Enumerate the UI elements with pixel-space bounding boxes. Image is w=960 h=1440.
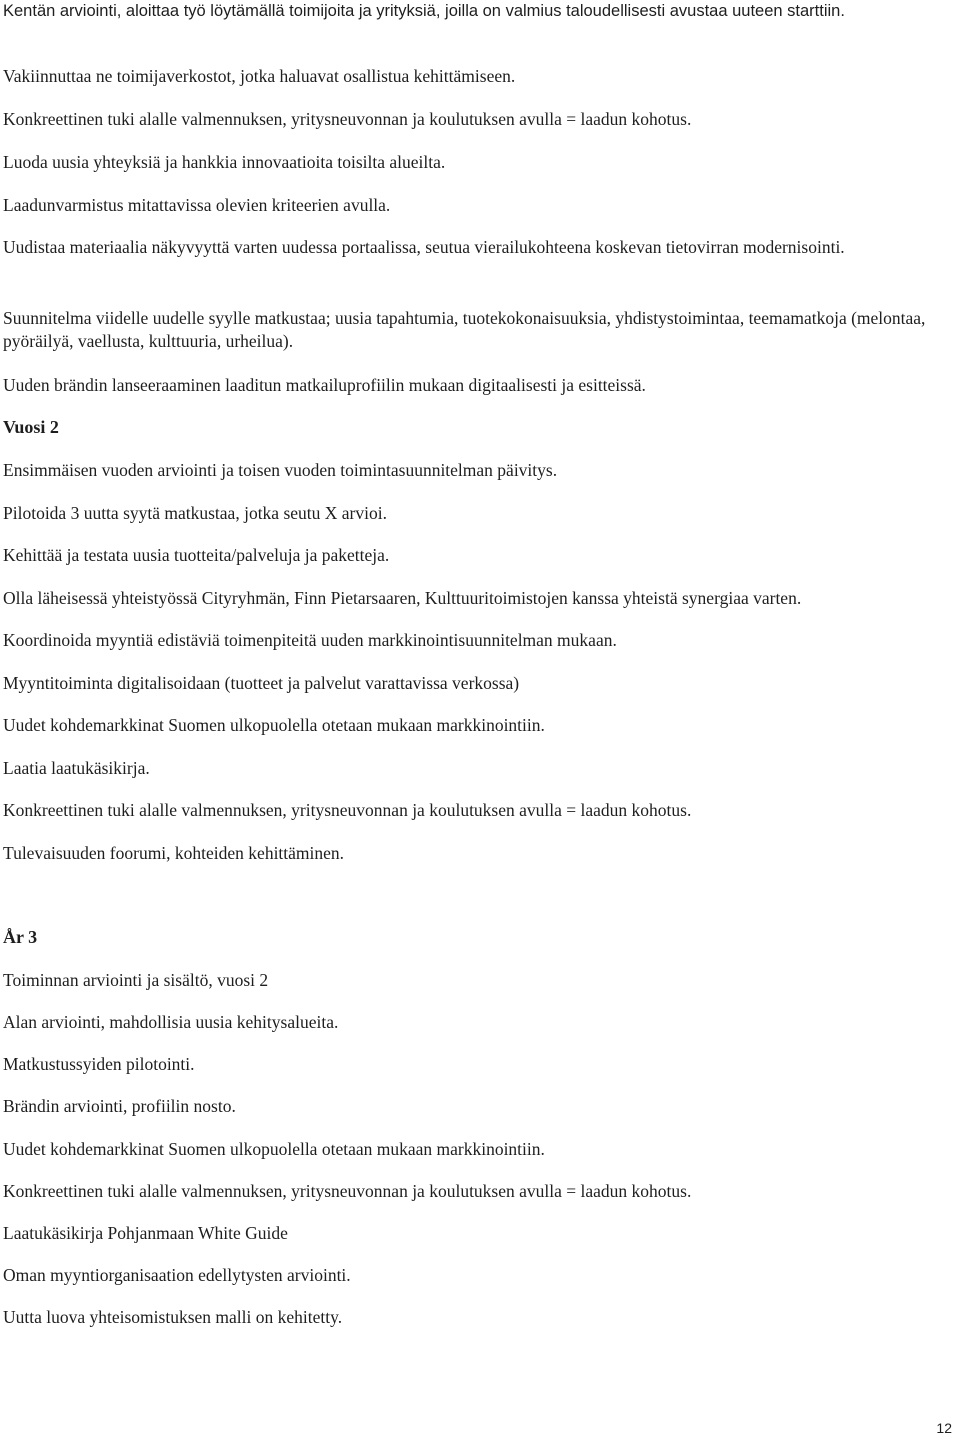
- paragraph: Konkreettinen tuki alalle valmennuksen, yritysneuvonnan ja koulutuksen avulla = laadun kohotus.: [3, 109, 692, 129]
- paragraph: Uudet kohdemarkkinat Suomen ulkopuolella otetaan mukaan markkinointiin.: [3, 1139, 545, 1159]
- paragraph: Brändin arviointi, profiilin nosto.: [3, 1096, 236, 1116]
- paragraph: Konkreettinen tuki alalle valmennuksen, yritysneuvonnan ja koulutuksen avulla = laadun kohotus.: [3, 1181, 692, 1201]
- paragraph: Oman myyntiorganisaation edellytysten arviointi.: [3, 1265, 351, 1285]
- paragraph: Ensimmäisen vuoden arviointi ja toisen vuoden toimintasuunnitelman päivitys.: [3, 460, 558, 480]
- paragraph: Luoda uusia yhteyksiä ja hankkia innovaatioita toisilta alueilta.: [3, 152, 446, 172]
- paragraph: Kehittää ja testata uusia tuotteita/palveluja ja paketteja.: [3, 545, 390, 565]
- paragraph: Laatia laatukäsikirja.: [3, 758, 150, 778]
- paragraph: Pilotoida 3 uutta syytä matkustaa, jotka seutu X arvioi.: [3, 503, 387, 523]
- paragraph: Laatukäsikirja Pohjanmaan White Guide: [3, 1223, 288, 1243]
- paragraph: Uutta luova yhteisomistuksen malli on kehitetty.: [3, 1307, 343, 1327]
- paragraph: Uudet kohdemarkkinat Suomen ulkopuolella otetaan mukaan markkinointiin.: [3, 715, 545, 735]
- paragraph: Tulevaisuuden foorumi, kohteiden kehittäminen.: [3, 843, 345, 863]
- paragraph: Alan arviointi, mahdollisia uusia kehitysalueita.: [3, 1012, 339, 1032]
- page-number: 12: [936, 1420, 952, 1436]
- section-heading-year-2: Vuosi 2: [3, 417, 59, 437]
- paragraph: Suunnitelma viidelle uudelle syylle matkustaa; uusia tapahtumia, tuotekokonaisuuksia, yhdistystoimintaa, teemamatkoja (melontaa, pyöräilyä, vaellusta, kulttuuria, urheilua).: [3, 308, 926, 351]
- paragraph: Uuden brändin lanseeraaminen laaditun matkailuprofiilin mukaan digitaalisesti ja esitteissä.: [3, 375, 646, 395]
- section-heading-year-3: År 3: [3, 927, 38, 947]
- paragraph: Laadunvarmistus mitattavissa olevien kriteerien avulla.: [3, 195, 391, 215]
- paragraph: Toiminnan arviointi ja sisältö, vuosi 2: [3, 970, 269, 990]
- paragraph: Konkreettinen tuki alalle valmennuksen, yritysneuvonnan ja koulutuksen avulla = laadun kohotus.: [3, 800, 692, 820]
- paragraph: Uudistaa materiaalia näkyvyyttä varten uudessa portaalissa, seutua vierailukohteena koskevan tietovirran modernisointi.: [3, 237, 845, 257]
- paragraph: Matkustussyiden pilotointi.: [3, 1054, 195, 1074]
- paragraph: Vakiinnuttaa ne toimijaverkostot, jotka haluavat osallistua kehittämiseen.: [3, 66, 516, 86]
- paragraph: Olla läheisessä yhteistyössä Cityryhmän, Finn Pietarsaaren, Kulttuuritoimistojen kanssa yhteistä synergiaa varten.: [3, 588, 802, 608]
- paragraph: Koordinoida myyntiä edistäviä toimenpiteitä uuden markkinointisuunnitelman mukaan.: [3, 630, 617, 650]
- paragraph: Kentän arviointi, aloittaa työ löytämällä toimijoita ja yrityksiä, joilla on valmius taloudellisesti avustaa uuteen starttiin.: [3, 2, 845, 20]
- paragraph: Myyntitoiminta digitalisoidaan (tuotteet ja palvelut varattavissa verkossa): [3, 673, 520, 693]
